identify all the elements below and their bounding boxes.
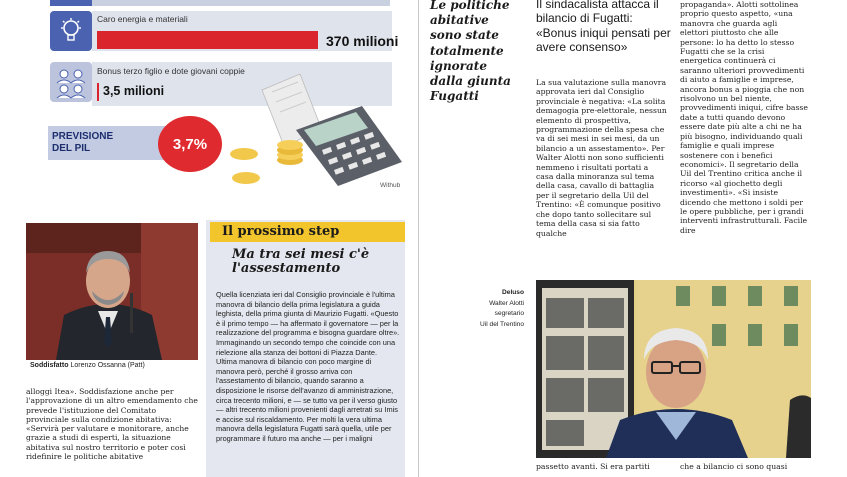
page-gutter-divider [418,0,419,477]
lightbulb-icon [50,11,92,51]
infographic-top-strip [50,0,390,6]
people-group-icon [50,62,92,102]
right-photo-caption-role1: segretario [494,310,524,318]
infographic-credit: Withub [380,182,401,189]
article-column-middle-bottom: passetto avanti. Si era partiti [536,462,650,471]
photo-walter-alotti [536,280,811,458]
right-photo-caption-bold: Deluso [502,289,524,296]
bonus-row-label: Bonus terzo figlio e dote giovani coppie [97,66,245,76]
pull-quote: Le politiche abitative sono state totalmente ignorate dalla giunta Fugatti [430,0,511,104]
right-photo-caption [480,288,524,330]
article-column-middle: La sua valutazione sulla manovra approvata ieri dal Consiglio provinciale è negativa: «La solita demagogia pre-elettorale, nessun elemento di prospettiva, programmazione della spesa che va di sei mesi in sei mesi, da un bilancio a un assestamento». Per Walter Alotti non sono sufficienti nemmeno i risultati portati a casa dalla minoranza sul tema della casa, cavallo di battaglia per il segretario della Uil del Trentino: «È comunque positivo che dopo tanto sollecitare sul tema della casa si sia fatto qualche [536,78,667,238]
next-step-paragraph-1: Quella licenziata ieri dal Consiglio provinciale è l'ultima manovra di bilancio della prima legislatura a guida leghista, della prima giunta di Maurizio Fugatti. «Questo è il primo tempo — ha affermato il governatore — per la realizzazione del programma e bisogna guardare oltre». Immaginando un secondo tempo che coincide con una rielezione alla stanza dei bottoni di Piazza Dante. [216,290,400,357]
article-column-right: propaganda». Alotti sottolinea proprio questo aspetto, «una manovra che guarda agli elettori piuttosto che alle persone: lo ha detto lo stesso Fugatti che se la crisi energetica continuerà ci saranno ulteriori provvedimenti di aiuto a famiglie e imprese, ancora bonus a pioggia che non risolvono un bel niente, provvedimenti iniqui, cifre basse date a tutti quando devono essere date più alte a chi ne ha più bisogno, individuando quali famiglie e quali imprese sostenere con i benefici economici». Il segretario della Uil del Trentino critica anche il ricorso «al giochetto degli investimenti». «Si insiste dicendo che mettono i soldi per le opere pubbliche, per i grandi interventi infrastrutturali. Facile dire [680,0,808,235]
next-step-body [216,290,400,444]
next-step-paragraph-2: Ultima manovra di bilancio con poco margine di manovra però, perché il grosso arriva con l'assestamento di bilancio, quando saranno a disposizione le risorse dell'avanzo di amministrazione, circa trecento milioni, e — se tutto va per il verso giusto — altri trecento milioni provenienti dagli arretrati su Imis e accise sul riscaldamento. Per molti la vera ultima manovra della legislatura Fugatti sarà quella, utile per programmare il futuro ma anche — per i maligni [216,357,398,443]
bonus-value-bar [97,83,99,101]
left-photo-caption-bold: Soddisfatto [30,362,69,369]
photo-lorenzo-ossanna [26,223,198,360]
left-photo-caption [30,362,145,369]
left-article-text: alloggi Itea». Soddisfazione anche per l'approvazione di un altro emendamento che prevede l'istituzione del Comitato provinciale sulla condizione abitativa: «Servirà per valutare e monitorare, anche grazie a studi di esperti, la situazione abitativa sul nostro territorio e poter così ridefinire le politiche abitative [26,387,198,462]
right-photo-caption-name: Walter Alotti [489,299,524,307]
bonus-value: 3,5 milioni [103,84,165,98]
energy-value: 370 milioni [326,33,399,49]
left-photo-caption-text: Lorenzo Ossanna (Patt) [70,362,145,369]
next-step-title: Il prossimo step [222,224,340,239]
pil-label: PREVISIONE DEL PIL [52,131,114,154]
energy-row-label: Caro energia e materiali [97,14,188,24]
article-headline: Il sindacalista attacca il bilancio di Fugatti: «Bonus iniqui pensati per avere consenso» [536,0,671,55]
calculator-coins-illustration [222,70,412,190]
next-step-subtitle: Ma tra sei mesi c'è l'assestamento [232,247,370,276]
article-column-right-bottom: che a bilancio ci sono quasi [680,462,788,471]
energy-value-bar [97,31,318,49]
pil-value-circle: 3,7% [158,116,222,172]
coins-icon [230,140,303,184]
right-photo-caption-role2: Uil del Trentino [480,320,524,328]
